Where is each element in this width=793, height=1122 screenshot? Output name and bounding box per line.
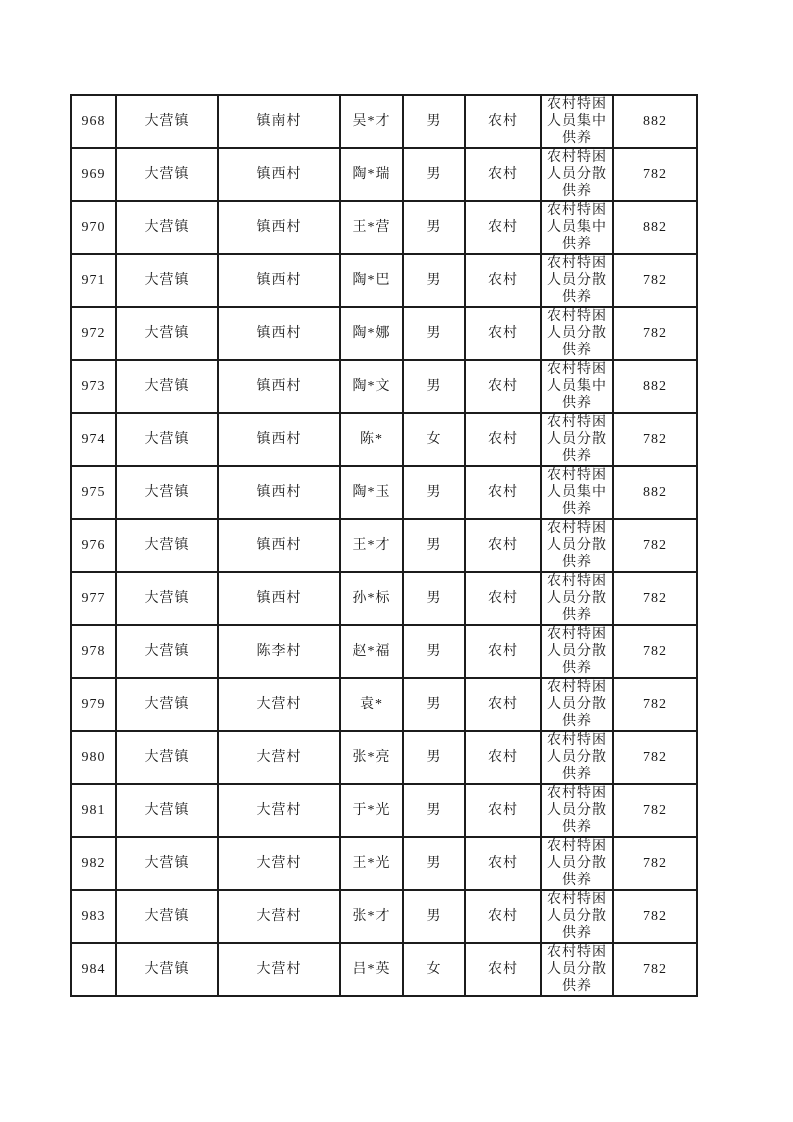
- cell-village: 镇西村: [218, 519, 340, 572]
- cell-village: 大营村: [218, 943, 340, 996]
- cell-support-type: 农村特困人员分散供养: [541, 943, 613, 996]
- cell-amount: 782: [613, 519, 697, 572]
- table-row: [71, 943, 697, 996]
- cell-serial: 972: [71, 307, 116, 360]
- cell-amount: 782: [613, 784, 697, 837]
- cell-name: 孙*标: [340, 572, 403, 625]
- cell-gender: 男: [403, 837, 465, 890]
- table-row: [71, 466, 697, 519]
- cell-gender: 男: [403, 201, 465, 254]
- cell-township: 大营镇: [116, 307, 218, 360]
- cell-township: 大营镇: [116, 837, 218, 890]
- cell-village: 镇西村: [218, 307, 340, 360]
- cell-name: 张*亮: [340, 731, 403, 784]
- cell-name: 赵*福: [340, 625, 403, 678]
- cell-gender: 女: [403, 943, 465, 996]
- table-row: [71, 519, 697, 572]
- cell-residence: 农村: [465, 201, 541, 254]
- cell-township: 大营镇: [116, 731, 218, 784]
- cell-serial: 978: [71, 625, 116, 678]
- cell-support-type: 农村特困人员分散供养: [541, 678, 613, 731]
- table-row: [71, 360, 697, 413]
- cell-name: 陶*玉: [340, 466, 403, 519]
- table-row: [71, 678, 697, 731]
- cell-township: 大营镇: [116, 360, 218, 413]
- table-body: [71, 95, 697, 996]
- cell-support-type: 农村特困人员集中供养: [541, 466, 613, 519]
- cell-support-type: 农村特困人员分散供养: [541, 572, 613, 625]
- cell-serial: 973: [71, 360, 116, 413]
- cell-township: 大营镇: [116, 519, 218, 572]
- cell-name: 吕*英: [340, 943, 403, 996]
- cell-support-type: 农村特困人员分散供养: [541, 254, 613, 307]
- table-row: [71, 837, 697, 890]
- cell-gender: 男: [403, 572, 465, 625]
- table-row: [71, 625, 697, 678]
- cell-serial: 968: [71, 95, 116, 148]
- cell-village: 大营村: [218, 890, 340, 943]
- cell-support-type: 农村特困人员分散供养: [541, 625, 613, 678]
- cell-support-type: 农村特困人员分散供养: [541, 307, 613, 360]
- cell-residence: 农村: [465, 413, 541, 466]
- cell-name: 陶*瑞: [340, 148, 403, 201]
- cell-support-type: 农村特困人员分散供养: [541, 784, 613, 837]
- cell-serial: 984: [71, 943, 116, 996]
- cell-amount: 782: [613, 254, 697, 307]
- cell-support-type: 农村特困人员分散供养: [541, 148, 613, 201]
- cell-serial: 977: [71, 572, 116, 625]
- cell-residence: 农村: [465, 466, 541, 519]
- cell-name: 王*营: [340, 201, 403, 254]
- cell-serial: 981: [71, 784, 116, 837]
- cell-township: 大营镇: [116, 625, 218, 678]
- cell-support-type: 农村特困人员分散供养: [541, 413, 613, 466]
- cell-residence: 农村: [465, 519, 541, 572]
- cell-residence: 农村: [465, 95, 541, 148]
- cell-residence: 农村: [465, 307, 541, 360]
- cell-village: 镇西村: [218, 360, 340, 413]
- cell-name: 吴*才: [340, 95, 403, 148]
- cell-residence: 农村: [465, 837, 541, 890]
- cell-village: 镇西村: [218, 466, 340, 519]
- cell-support-type: 农村特困人员集中供养: [541, 95, 613, 148]
- cell-residence: 农村: [465, 943, 541, 996]
- cell-township: 大营镇: [116, 572, 218, 625]
- cell-residence: 农村: [465, 890, 541, 943]
- cell-amount: 782: [613, 731, 697, 784]
- cell-village: 大营村: [218, 784, 340, 837]
- cell-amount: 782: [613, 890, 697, 943]
- cell-village: 镇西村: [218, 572, 340, 625]
- table-row: [71, 890, 697, 943]
- cell-township: 大营镇: [116, 943, 218, 996]
- cell-amount: 782: [613, 307, 697, 360]
- table-row: [71, 148, 697, 201]
- cell-amount: 782: [613, 943, 697, 996]
- cell-township: 大营镇: [116, 678, 218, 731]
- cell-serial: 969: [71, 148, 116, 201]
- cell-village: 大营村: [218, 731, 340, 784]
- cell-gender: 男: [403, 625, 465, 678]
- cell-serial: 979: [71, 678, 116, 731]
- table-row: [71, 254, 697, 307]
- cell-support-type: 农村特困人员分散供养: [541, 519, 613, 572]
- cell-residence: 农村: [465, 148, 541, 201]
- cell-name: 于*光: [340, 784, 403, 837]
- cell-village: 大营村: [218, 678, 340, 731]
- cell-township: 大营镇: [116, 784, 218, 837]
- table-row: [71, 413, 697, 466]
- cell-gender: 男: [403, 95, 465, 148]
- subsistence-allowance-table: [70, 94, 698, 997]
- cell-residence: 农村: [465, 572, 541, 625]
- cell-township: 大营镇: [116, 201, 218, 254]
- cell-name: 袁*: [340, 678, 403, 731]
- cell-support-type: 农村特困人员分散供养: [541, 890, 613, 943]
- cell-name: 陶*娜: [340, 307, 403, 360]
- cell-township: 大营镇: [116, 413, 218, 466]
- cell-name: 张*才: [340, 890, 403, 943]
- cell-gender: 男: [403, 890, 465, 943]
- table-row: [71, 731, 697, 784]
- cell-amount: 882: [613, 360, 697, 413]
- cell-name: 王*光: [340, 837, 403, 890]
- cell-residence: 农村: [465, 625, 541, 678]
- cell-village: 大营村: [218, 837, 340, 890]
- cell-amount: 782: [613, 413, 697, 466]
- cell-gender: 男: [403, 148, 465, 201]
- cell-amount: 782: [613, 148, 697, 201]
- table-container: [70, 94, 698, 997]
- cell-gender: 男: [403, 784, 465, 837]
- cell-gender: 男: [403, 466, 465, 519]
- cell-support-type: 农村特困人员集中供养: [541, 201, 613, 254]
- cell-serial: 971: [71, 254, 116, 307]
- table-row: [71, 201, 697, 254]
- cell-serial: 975: [71, 466, 116, 519]
- cell-township: 大营镇: [116, 148, 218, 201]
- cell-amount: 882: [613, 201, 697, 254]
- cell-amount: 782: [613, 678, 697, 731]
- table-row: [71, 572, 697, 625]
- cell-village: 镇西村: [218, 201, 340, 254]
- cell-residence: 农村: [465, 784, 541, 837]
- cell-serial: 982: [71, 837, 116, 890]
- cell-gender: 男: [403, 678, 465, 731]
- cell-support-type: 农村特困人员集中供养: [541, 360, 613, 413]
- cell-amount: 782: [613, 837, 697, 890]
- cell-residence: 农村: [465, 360, 541, 413]
- cell-serial: 974: [71, 413, 116, 466]
- cell-township: 大营镇: [116, 254, 218, 307]
- cell-name: 陶*文: [340, 360, 403, 413]
- table-row: [71, 307, 697, 360]
- cell-gender: 男: [403, 254, 465, 307]
- cell-village: 陈李村: [218, 625, 340, 678]
- cell-township: 大营镇: [116, 890, 218, 943]
- cell-support-type: 农村特困人员分散供养: [541, 731, 613, 784]
- cell-serial: 970: [71, 201, 116, 254]
- cell-name: 陶*巴: [340, 254, 403, 307]
- cell-gender: 女: [403, 413, 465, 466]
- cell-gender: 男: [403, 360, 465, 413]
- cell-gender: 男: [403, 307, 465, 360]
- cell-residence: 农村: [465, 678, 541, 731]
- cell-support-type: 农村特困人员分散供养: [541, 837, 613, 890]
- cell-amount: 882: [613, 95, 697, 148]
- cell-name: 陈*: [340, 413, 403, 466]
- cell-serial: 980: [71, 731, 116, 784]
- cell-residence: 农村: [465, 254, 541, 307]
- cell-gender: 男: [403, 519, 465, 572]
- table-row: [71, 95, 697, 148]
- cell-gender: 男: [403, 731, 465, 784]
- cell-village: 镇西村: [218, 413, 340, 466]
- cell-village: 镇西村: [218, 254, 340, 307]
- cell-amount: 782: [613, 572, 697, 625]
- cell-village: 镇西村: [218, 148, 340, 201]
- cell-residence: 农村: [465, 731, 541, 784]
- table-row: [71, 784, 697, 837]
- cell-township: 大营镇: [116, 95, 218, 148]
- cell-village: 镇南村: [218, 95, 340, 148]
- cell-serial: 976: [71, 519, 116, 572]
- cell-name: 王*才: [340, 519, 403, 572]
- cell-township: 大营镇: [116, 466, 218, 519]
- cell-amount: 782: [613, 625, 697, 678]
- cell-amount: 882: [613, 466, 697, 519]
- cell-serial: 983: [71, 890, 116, 943]
